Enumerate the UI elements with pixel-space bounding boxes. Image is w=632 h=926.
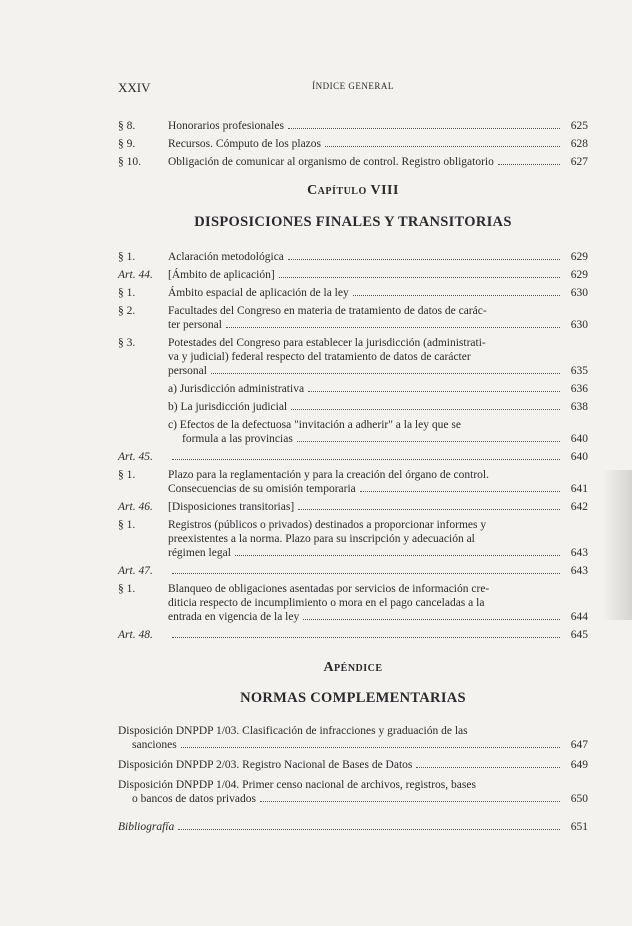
entry-body <box>168 286 588 300</box>
entry-last-line <box>168 546 588 560</box>
toc-entry <box>118 582 588 624</box>
entry-text: c) Efectos de la defectuosa "invitación a adherir" a la ley que se <box>168 419 461 431</box>
dot-leader <box>298 509 560 510</box>
entry-text: Potestades del Congreso para establecer la jurisdicción (administrati- <box>168 337 486 349</box>
entry-last-line <box>168 482 588 496</box>
section-label: § 1. <box>118 251 136 263</box>
entry-text: [Disposiciones transitorias] <box>168 501 295 513</box>
dot-leader <box>297 441 560 442</box>
entry-text: diticia respecto de incumplimiento o mora en el pago canceladas a la <box>168 597 485 609</box>
entry-body <box>168 564 588 578</box>
toc-entry <box>118 155 588 169</box>
toc-line <box>118 582 588 624</box>
dot-leader <box>360 491 560 492</box>
page-ref: 647 <box>570 739 588 751</box>
toc-line <box>118 137 588 151</box>
toc-section-honorarios <box>118 119 588 173</box>
toc-entry <box>118 518 588 560</box>
section-label: § 10. <box>118 156 141 168</box>
toc-entry <box>118 820 588 834</box>
entry-text: Facultades del Congreso en materia de tratamiento de datos de carác- <box>168 305 487 317</box>
toc-entry <box>118 778 588 806</box>
entry-last-line <box>168 500 588 514</box>
chapter-title: DISPOSICIONES FINALES Y TRANSITORIAS <box>194 214 512 230</box>
dot-leader <box>226 327 560 328</box>
page-ref: 643 <box>570 565 588 577</box>
toc-line <box>118 155 588 169</box>
entry-text: va y judicial) federal respecto del tratamiento de datos de carácter <box>168 351 471 363</box>
page-ref: 629 <box>570 251 588 263</box>
toc-entry <box>118 304 588 332</box>
toc-line <box>118 304 588 332</box>
page-ref: 629 <box>570 269 588 281</box>
toc-line <box>118 500 588 514</box>
toc-entry <box>118 286 588 300</box>
toc-entry <box>118 336 588 378</box>
dot-leader <box>235 555 560 556</box>
chapter-label: Capítulo VIII <box>307 183 399 198</box>
toc-entry <box>118 268 588 282</box>
dot-leader <box>178 829 560 830</box>
entry-text: preexistentes a la norma. Plazo para su inscripción y adecuación al <box>168 533 475 545</box>
appendix-label: Apéndice <box>323 660 383 675</box>
entry-body <box>168 468 588 496</box>
entry-body <box>168 582 588 624</box>
article-label: Art. 48. <box>118 629 153 641</box>
entry-text: sanciones <box>132 739 177 751</box>
toc-entry <box>118 400 588 414</box>
entry-text: formula a las provincias <box>182 433 293 445</box>
dot-leader <box>303 619 560 620</box>
page-ref: 641 <box>570 483 588 495</box>
toc-line <box>118 518 588 560</box>
entry-last-line <box>168 432 588 446</box>
page-ref: 628 <box>570 138 588 150</box>
entry-last-line <box>168 400 588 414</box>
dot-leader <box>279 277 560 278</box>
dot-leader <box>288 128 560 129</box>
entry-last-line <box>118 792 588 806</box>
entry-text: Blanqueo de obligaciones asentadas por servicios de información cre- <box>168 583 490 595</box>
page-ref: 642 <box>570 501 588 513</box>
entry-text: o bancos de datos privados <box>132 793 256 805</box>
entry-last-line <box>168 250 588 264</box>
toc-line <box>118 564 588 578</box>
dot-leader <box>416 767 560 768</box>
entry-text: ter personal <box>168 319 222 331</box>
entry-last-line <box>168 268 588 282</box>
entry-body <box>168 250 588 264</box>
entry-body <box>168 268 588 282</box>
dot-leader <box>181 747 560 748</box>
dot-leader <box>172 637 560 638</box>
toc-line <box>118 628 588 642</box>
entry-body <box>168 304 588 332</box>
page-ref: 630 <box>570 319 588 331</box>
entry-text: Disposición DNPDP 1/03. Clasificación de infracciones y graduación de las <box>118 725 468 737</box>
dot-leader <box>260 801 560 802</box>
dot-leader <box>172 459 560 460</box>
entry-last-line <box>168 286 588 300</box>
entry-body <box>168 336 588 378</box>
toc-entry <box>118 724 588 752</box>
running-title: ÍNDICE GENERAL <box>312 81 394 91</box>
entry-last-line <box>168 450 588 464</box>
entry-text: Plazo para la reglamentación y para la creación del órgano de control. <box>168 469 490 481</box>
entry-text: Disposición DNPDP 1/04. Primer censo nacional de archivos, registros, bases <box>118 779 476 791</box>
toc-section-normas <box>118 724 588 812</box>
dot-leader <box>172 573 560 574</box>
toc-entry <box>118 500 588 514</box>
page-ref: 643 <box>570 547 588 559</box>
dot-leader <box>325 146 560 147</box>
entry-last-line <box>168 364 588 378</box>
page-ref: 644 <box>570 611 588 623</box>
toc-line <box>118 286 588 300</box>
toc-entry <box>118 758 588 772</box>
entry-body <box>168 518 588 560</box>
page-ref: 649 <box>570 759 588 771</box>
section-label: § 3. <box>118 337 136 349</box>
toc-line <box>118 336 588 378</box>
page-ref: 635 <box>570 365 588 377</box>
article-label: Art. 45. <box>118 451 153 463</box>
entry-text: Ámbito espacial de aplicación de la ley <box>168 287 349 299</box>
appendix-title: NORMAS COMPLEMENTARIAS <box>240 690 466 706</box>
page-ref: 640 <box>570 433 588 445</box>
entry-last-line <box>168 318 588 332</box>
section-label: § 8. <box>118 120 136 132</box>
page-ref: 640 <box>570 451 588 463</box>
entry-text: [Ámbito de aplicación] <box>168 269 275 281</box>
entry-text: Disposición DNPDP 2/03. Registro Nacional de Bases de Datos <box>118 759 413 771</box>
section-label: § 1. <box>118 519 136 531</box>
bibliography-label: Bibliografía <box>118 821 175 833</box>
toc-entry <box>118 450 588 464</box>
entry-last-line <box>118 738 588 752</box>
page-ref: 651 <box>570 821 588 833</box>
toc-line <box>118 450 588 464</box>
entry-last-line <box>118 758 588 772</box>
page-ref: 636 <box>570 383 588 395</box>
dot-leader <box>288 259 560 260</box>
section-label: § 9. <box>118 138 136 150</box>
entry-body <box>168 382 588 396</box>
entry-text: Honorarios profesionales <box>168 120 284 132</box>
section-label: § 1. <box>118 469 136 481</box>
toc-line <box>118 468 588 496</box>
toc-entry <box>118 250 588 264</box>
toc-entry <box>118 628 588 642</box>
section-label: § 2. <box>118 305 136 317</box>
page-shadow <box>602 470 632 620</box>
page-ref: 650 <box>570 793 588 805</box>
entry-text: Registros (públicos o privados) destinados a proporcionar informes y <box>168 519 487 531</box>
dot-leader <box>211 373 560 374</box>
entry-body <box>168 400 588 414</box>
entry-last-line <box>168 610 588 624</box>
entry-text: régimen legal <box>168 547 231 559</box>
page-ref: 645 <box>570 629 588 641</box>
entry-body <box>168 628 588 642</box>
entry-last-line <box>168 382 588 396</box>
toc-line <box>118 382 588 396</box>
entry-last-line <box>168 564 588 578</box>
dot-leader <box>308 391 560 392</box>
entry-text: a) Jurisdicción administrativa <box>168 383 305 395</box>
dot-leader <box>498 164 560 165</box>
page-ref: 627 <box>570 156 588 168</box>
toc-line <box>118 418 588 446</box>
toc-line <box>118 119 588 133</box>
toc-entry <box>118 119 588 133</box>
entry-text: Recursos. Cómputo de los plazos <box>168 138 321 150</box>
toc-section-disposiciones <box>118 250 588 646</box>
page-header <box>118 80 588 96</box>
entry-body <box>168 450 588 464</box>
article-label: Art. 46. <box>118 501 153 513</box>
toc-entry <box>118 137 588 151</box>
toc-line <box>118 250 588 264</box>
toc-entry <box>118 382 588 396</box>
entry-text: Obligación de comunicar al organismo de control. Registro obligatorio <box>168 156 494 168</box>
toc-line <box>118 268 588 282</box>
dot-leader <box>291 409 560 410</box>
toc-entry <box>118 564 588 578</box>
section-label: § 1. <box>118 583 136 595</box>
page-number: XXIV <box>118 80 151 95</box>
dot-leader <box>353 295 560 296</box>
toc-entry <box>118 418 588 446</box>
entry-text: entrada en vigencia de la ley <box>168 611 300 623</box>
article-label: Art. 47. <box>118 565 153 577</box>
entry-body <box>168 418 588 446</box>
entry-body <box>168 500 588 514</box>
article-label: Art. 44. <box>118 269 153 281</box>
entry-text: Consecuencias de su omisión temporaria <box>168 483 356 495</box>
section-label: § 1. <box>118 287 136 299</box>
toc-entry <box>118 468 588 496</box>
entry-last-line <box>168 628 588 642</box>
page-ref: 630 <box>570 287 588 299</box>
entry-text: personal <box>168 365 207 377</box>
entry-text: b) La jurisdicción judicial <box>168 401 288 413</box>
toc-line <box>118 400 588 414</box>
page-ref: 638 <box>570 401 588 413</box>
entry-text: Aclaración metodológica <box>168 251 284 263</box>
page-ref: 625 <box>570 120 588 132</box>
toc-bibliography <box>118 820 588 834</box>
